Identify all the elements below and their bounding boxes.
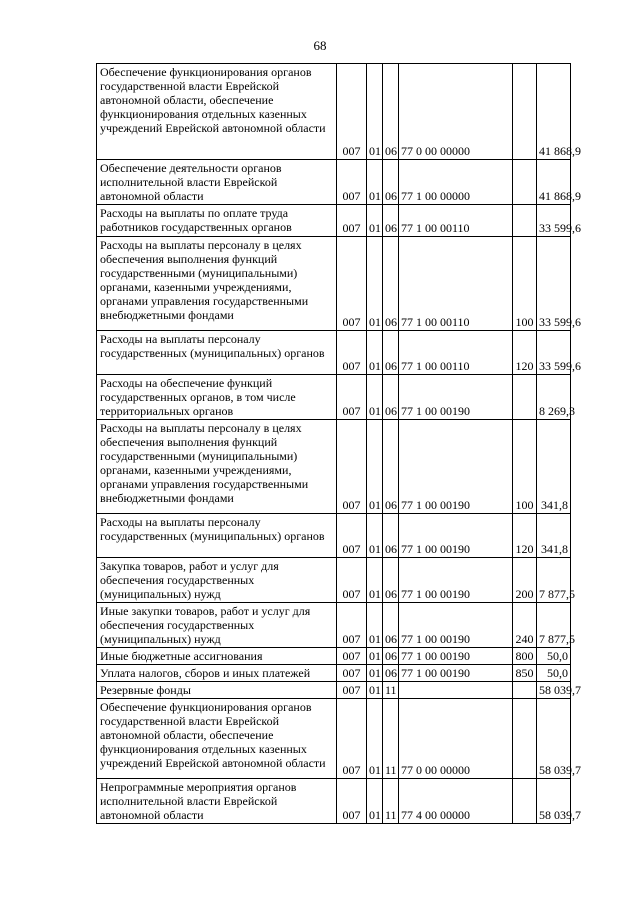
row-section-code: 01 [367,160,383,205]
row-amount: 58 039,7 [537,699,571,779]
row-subsection-code: 06 [383,160,399,205]
row-subsection-code: 11 [383,682,399,699]
row-amount: 33 599,6 [537,205,571,237]
row-name: Иные закупки товаров, работ и услуг для обеспечения государственных (муниципальных) нужд [97,603,337,648]
row-amount: 8 269,3 [537,375,571,420]
row-section-code: 01 [367,420,383,514]
row-name: Расходы на выплаты персоналу в целях обеспечения выполнения функций государственными (муниципальными) органами, казенными учреждениями, органами управления государственными внебюджетными фондами [97,420,337,514]
row-name: Уплата налогов, сборов и иных платежей [97,665,337,682]
table-row [97,779,571,824]
row-ministry-code: 007 [337,648,367,665]
row-name: Обеспечение функционирования органов государственной власти Еврейской автономной области, обеспечение функционирования отдельных казенных учреждений Еврейской автономной области [97,699,337,779]
row-subsection-code: 06 [383,205,399,237]
row-subsection-code: 06 [383,420,399,514]
row-subsection-code: 11 [383,699,399,779]
row-amount: 50,0 [537,648,571,665]
row-ministry-code: 007 [337,375,367,420]
row-subsection-code: 06 [383,64,399,160]
row-expense-type-code [513,64,537,160]
row-section-code: 01 [367,682,383,699]
row-expense-type-code [513,205,537,237]
table-row [97,160,571,205]
row-section-code: 01 [367,205,383,237]
row-target-article-code: 77 1 00 00110 [399,331,513,375]
row-expense-type-code: 100 [513,420,537,514]
row-ministry-code: 007 [337,603,367,648]
row-section-code: 01 [367,779,383,824]
row-name: Расходы на обеспечение функций государственных органов, в том числе территориальных органов [97,375,337,420]
row-expense-type-code [513,699,537,779]
row-section-code: 01 [367,699,383,779]
row-target-article-code: 77 1 00 00190 [399,558,513,603]
row-expense-type-code: 240 [513,603,537,648]
page-number: 68 [313,38,327,53]
row-section-code: 01 [367,603,383,648]
row-subsection-code: 06 [383,331,399,375]
row-ministry-code: 007 [337,160,367,205]
table-row [97,699,571,779]
row-ministry-code: 007 [337,64,367,160]
row-expense-type-code [513,682,537,699]
row-amount: 41 868,9 [537,160,571,205]
row-name: Непрограммные мероприятия органов исполнительной власти Еврейской автономной области [97,779,337,824]
row-section-code: 01 [367,558,383,603]
row-ministry-code: 007 [337,558,367,603]
row-target-article-code: 77 1 00 00190 [399,420,513,514]
row-target-article-code: 77 0 00 00000 [399,64,513,160]
row-subsection-code: 06 [383,558,399,603]
row-section-code: 01 [367,237,383,331]
table-row [97,682,571,699]
row-ministry-code: 007 [337,699,367,779]
row-section-code: 01 [367,514,383,558]
row-name: Обеспечение функционирования органов государственной власти Еврейской автономной области, обеспечение функционирования отдельных казенных учреждений Еврейской автономной области [97,64,337,160]
table-row [97,375,571,420]
row-target-article-code: 77 0 00 00000 [399,699,513,779]
row-amount: 58 039,7 [537,779,571,824]
row-name: Иные бюджетные ассигнования [97,648,337,665]
row-name: Обеспечение деятельности органов исполнительной власти Еврейской автономной области [97,160,337,205]
table-row [97,237,571,331]
table-row [97,665,571,682]
row-target-article-code [399,682,513,699]
row-name: Закупка товаров, работ и услуг для обеспечения государственных (муниципальных) нужд [97,558,337,603]
table-row [97,331,571,375]
row-subsection-code: 06 [383,648,399,665]
row-ministry-code: 007 [337,514,367,558]
row-amount: 41 868,9 [537,64,571,160]
row-ministry-code: 007 [337,331,367,375]
row-section-code: 01 [367,331,383,375]
row-subsection-code: 11 [383,779,399,824]
table-row [97,648,571,665]
row-ministry-code: 007 [337,665,367,682]
row-ministry-code: 007 [337,237,367,331]
row-amount: 50,0 [537,665,571,682]
row-amount: 33 599,6 [537,237,571,331]
row-name: Резервные фонды [97,682,337,699]
row-name: Расходы на выплаты по оплате труда работников государственных органов [97,205,337,237]
row-target-article-code: 77 4 00 00000 [399,779,513,824]
row-expense-type-code: 100 [513,237,537,331]
table-row [97,64,571,160]
row-name: Расходы на выплаты персоналу в целях обеспечения выполнения функций государственными (муниципальными) органами, казенными учреждениями, органами управления государственными внебюджетными фондами [97,237,337,331]
row-subsection-code: 06 [383,603,399,648]
row-subsection-code: 06 [383,375,399,420]
row-amount: 7 877,5 [537,603,571,648]
row-expense-type-code: 200 [513,558,537,603]
row-ministry-code: 007 [337,682,367,699]
row-target-article-code: 77 1 00 00190 [399,603,513,648]
row-target-article-code: 77 1 00 00190 [399,665,513,682]
row-expense-type-code [513,375,537,420]
row-target-article-code: 77 1 00 00000 [399,160,513,205]
row-target-article-code: 77 1 00 00110 [399,205,513,237]
row-ministry-code: 007 [337,420,367,514]
row-ministry-code: 007 [337,779,367,824]
row-section-code: 01 [367,648,383,665]
table-row [97,603,571,648]
row-amount: 7 877,5 [537,558,571,603]
table-row [97,558,571,603]
table-row [97,205,571,237]
row-amount: 33 599,6 [537,331,571,375]
row-name: Расходы на выплаты персоналу государственных (муниципальных) органов [97,331,337,375]
row-name: Расходы на выплаты персоналу государственных (муниципальных) органов [97,514,337,558]
row-expense-type-code: 120 [513,514,537,558]
row-target-article-code: 77 1 00 00110 [399,237,513,331]
row-section-code: 01 [367,665,383,682]
row-target-article-code: 77 1 00 00190 [399,648,513,665]
row-ministry-code: 007 [337,205,367,237]
row-expense-type-code [513,160,537,205]
row-amount: 341,8 [537,420,571,514]
row-amount: 341,8 [537,514,571,558]
row-expense-type-code: 800 [513,648,537,665]
row-subsection-code: 06 [383,237,399,331]
row-subsection-code: 06 [383,665,399,682]
row-expense-type-code: 850 [513,665,537,682]
table-row [97,420,571,514]
row-target-article-code: 77 1 00 00190 [399,375,513,420]
budget-table [96,63,581,824]
row-subsection-code: 06 [383,514,399,558]
row-expense-type-code: 120 [513,331,537,375]
row-amount: 58 039,7 [537,682,571,699]
row-target-article-code: 77 1 00 00190 [399,514,513,558]
table-row [97,514,571,558]
row-section-code: 01 [367,64,383,160]
row-section-code: 01 [367,375,383,420]
row-expense-type-code [513,779,537,824]
